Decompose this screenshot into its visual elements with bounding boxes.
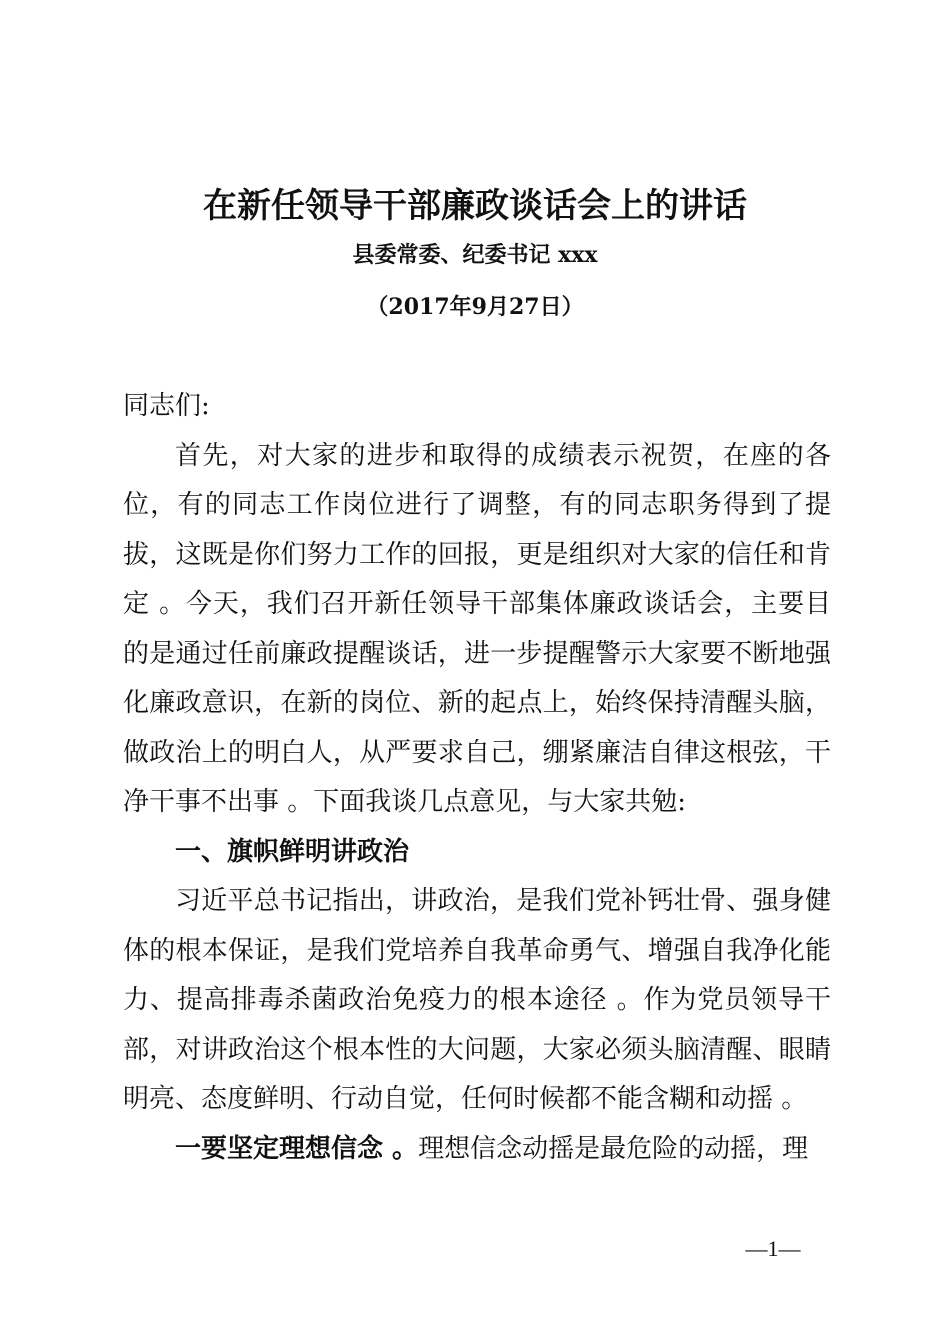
paragraph-intro: 首先，对大家的进步和取得的成绩表示祝贺，在座的各位，有的同志工作岗位进行了调整，有的同志职务得到了提拔，这既是你们努力工作的回报，更是组织对大家的信任和肯定 。今天，我们召开新任领导干部集体廉政谈话会，主要目的是通过任前廉政提醒谈话，进一步提醒警示大家要不断地强化廉政意识，在新的岗位、新的起点上，始终保持清醒头脑，做政治上的明白人，从严要求自己，绷紧廉洁自律这根弦，干净干事不出事 。下面我谈几点意见，与大家共勉: xyxy=(123,440,831,817)
salutation: 同志们: xyxy=(123,391,210,421)
paragraph-ideals xyxy=(123,1125,831,1175)
paragraph-politics: 习近平总书记指出，讲政治，是我们党补钙壮骨、强身健体的根本保证，是我们党培养自我革命勇气、增强自我净化能力、提高排毒杀菌政治免疫力的根本途径 。作为党员领导干部，对讲政治这个根本性的大问题，大家必须头脑清醒、眼睛明亮、态度鲜明、行动自觉，任何时候都不能含糊和动摇 。 xyxy=(123,886,831,1114)
section-heading: 一、旗帜鲜明讲政治 xyxy=(175,836,410,867)
date-line: （2017年9月27日） xyxy=(366,294,584,320)
page-number: —1— xyxy=(745,1236,801,1261)
author-line: 县委常委、纪委书记 xxx xyxy=(352,242,598,268)
paragraph-text: 理想信念动摇是最危险的动摇，理 xyxy=(418,1133,809,1164)
document-body xyxy=(123,382,831,1174)
document-title: 在新任领导干部廉政谈话会上的讲话 xyxy=(203,186,747,226)
paragraph-lead: 一要坚定理想信念 。 xyxy=(175,1133,419,1164)
